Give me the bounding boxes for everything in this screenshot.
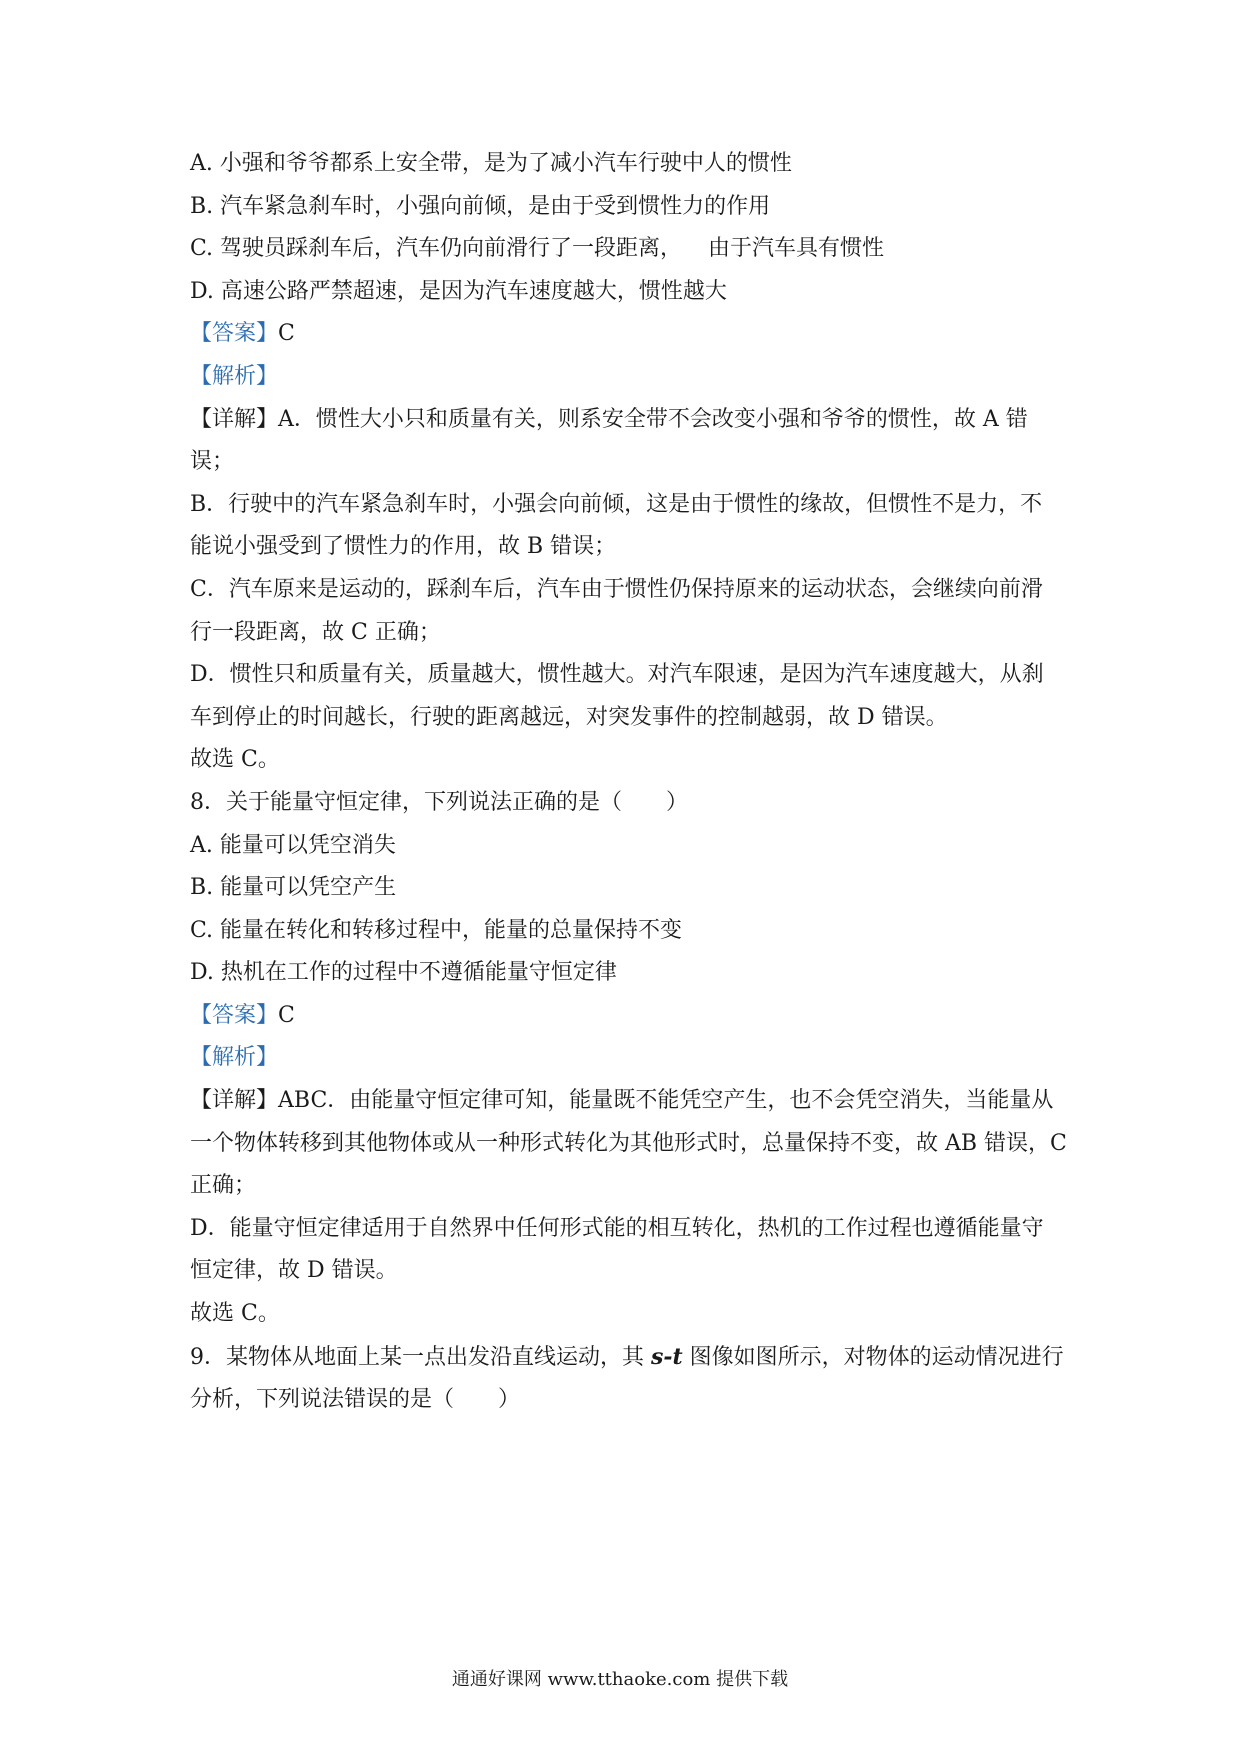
q8-conclusion: 故选 C。 [190, 1301, 280, 1327]
q8-explanation-line-1 [190, 1080, 1070, 1123]
q8-explanation-text-1: ABC．由能量守恒定律可知，能量既不能凭空产生，也不会凭空消失，当能量从 [278, 1088, 1054, 1114]
q9-stem-line-2: 分析，下列说法错误的是（ ） [190, 1387, 521, 1413]
q9-stem-after: 图像如图所示，对物体的运动情况进行 [682, 1344, 1064, 1370]
q7-explanation-line-7: D．惯性只和质量有关，质量越大，惯性越大。对汽车限速，是因为汽车速度越大，从刹 [190, 662, 1044, 688]
q8-detail-tag: 【详解】 [190, 1088, 279, 1114]
q7-explanation-line-2: 误； [190, 449, 235, 475]
q7-conclusion: 故选 C。 [190, 747, 280, 773]
q7-explanation-line-4: 能说小强受到了惯性力的作用，故 B 错误； [190, 534, 617, 560]
q7-option-b: B. 汽车紧急刹车时，小强向前倾，是由于受到惯性力的作用 [190, 193, 771, 219]
q7-explanation-line-1 [190, 399, 1070, 442]
q7-option-c [190, 228, 1070, 271]
q9-stem-symbol: s-t [651, 1343, 683, 1370]
q7-detail-tag: 【详解】 [190, 406, 279, 432]
q8-explanation-line-2: 一个物体转移到其他物体或从一种形式转化为其他形式时，总量保持不变，故 AB 错误，C [190, 1130, 1067, 1156]
q8-option-b: B. 能量可以凭空产生 [190, 875, 397, 901]
q9-stem-line-1 [190, 1336, 1070, 1380]
q8-explanation-line-3: 正确； [190, 1173, 257, 1199]
q8-analysis-tag: 【解析】 [190, 1045, 279, 1071]
q8-option-c: C. 能量在转化和转移过程中，能量的总量保持不变 [190, 917, 683, 943]
q7-answer-tag: 【答案】 [190, 321, 279, 347]
page-footer: 通通好课网 www.tthaoke.com 提供下载 [451, 1669, 789, 1690]
page-content [190, 143, 1070, 1422]
q8-explanation-line-5: 恒定律，故 D 错误。 [190, 1258, 398, 1284]
q7-option-c-tail: 由于汽车具有惯性 [708, 236, 885, 262]
q8-explanation-line-4: D．能量守恒定律适用于自然界中任何形式能的相互转化，热机的工作过程也遵循能量守 [190, 1215, 1044, 1241]
q7-option-a: A. 小强和爷爷都系上安全带，是为了减小汽车行驶中人的惯性 [190, 151, 792, 176]
q7-option-d: D. 高速公路严禁超速，是因为汽车速度越大，惯性越大 [190, 278, 727, 304]
q8-answer-tag: 【答案】 [190, 1002, 279, 1028]
q7-analysis-tag: 【解析】 [190, 363, 279, 389]
q8-option-a: A. 能量可以凭空消失 [190, 832, 396, 858]
q7-option-c-text: C. 驾驶员踩刹车后，汽车仍向前滑行了一段距离， [190, 236, 683, 262]
q7-explanation-line-3: B．行驶中的汽车紧急刹车时，小强会向前倾，这是由于惯性的缘故，但惯性不是力，不 [190, 491, 1043, 517]
q7-explanation-line-8: 车到停止的时间越长，行驶的距离越远，对突发事件的控制越弱，故 D 错误。 [190, 704, 948, 730]
q8-stem: 8．关于能量守恒定律，下列说法正确的是（ ） [190, 789, 688, 815]
q7-explanation-text-1: A．惯性大小只和质量有关，则系安全带不会改变小强和爷爷的惯性，故 A 错 [278, 406, 1028, 432]
q7-answer-line [190, 313, 1070, 356]
q8-answer-line [190, 995, 1070, 1038]
q7-explanation-line-6: 行一段距离，故 C 正确； [190, 619, 441, 645]
q8-option-d: D. 热机在工作的过程中不遵循能量守恒定律 [190, 960, 617, 986]
q8-answer: C [278, 1002, 295, 1028]
q7-explanation-line-5: C．汽车原来是运动的，踩刹车后，汽车由于惯性仍保持原来的运动状态，会继续向前滑 [190, 576, 1043, 602]
q9-stem-before: 9．某物体从地面上某一点出发沿直线运动，其 [190, 1344, 651, 1370]
q7-answer: C [278, 321, 295, 347]
